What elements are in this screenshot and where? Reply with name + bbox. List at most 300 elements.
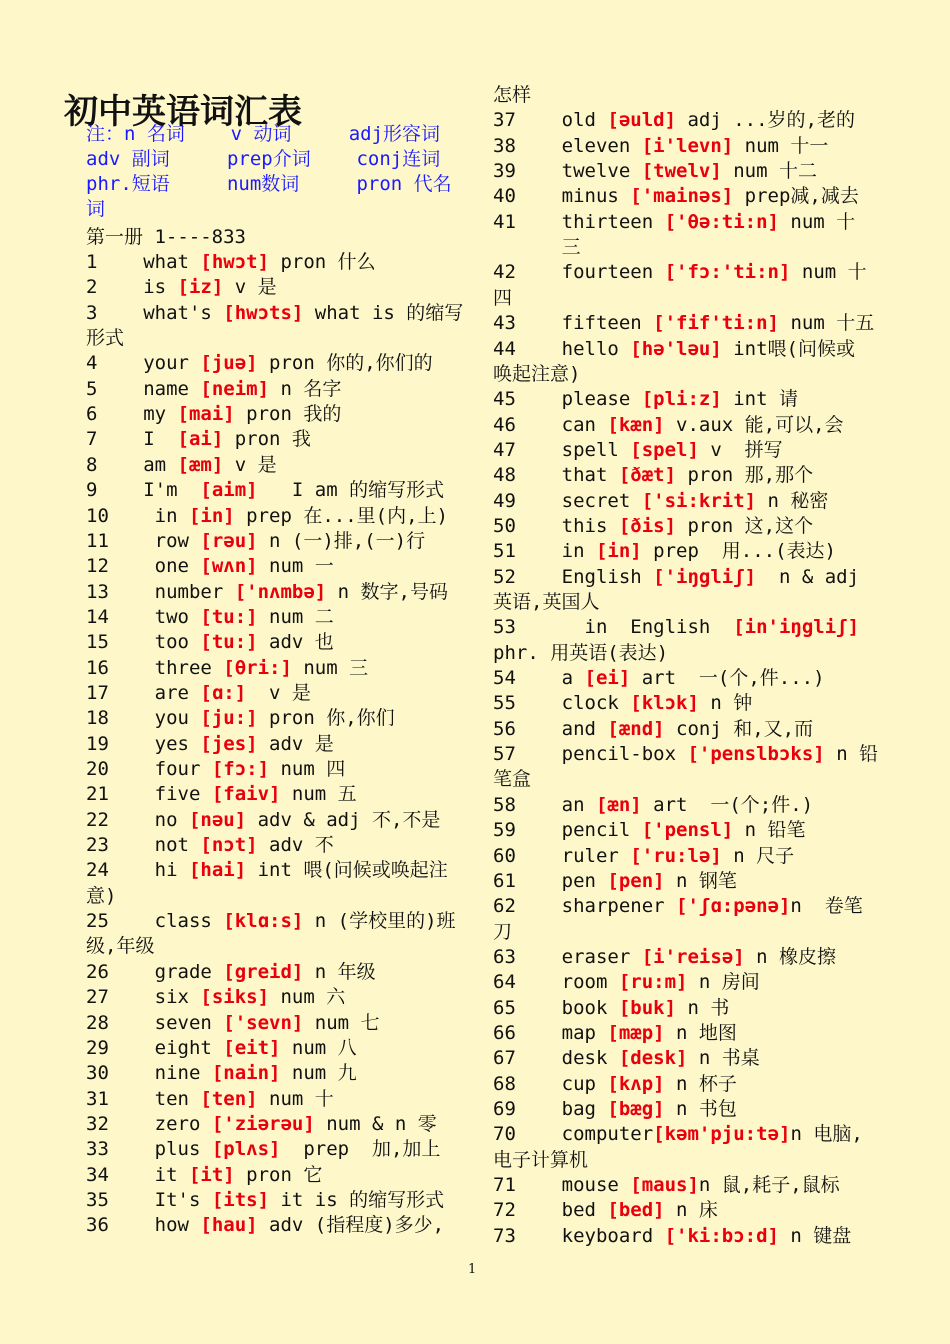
vocab-line (86, 351, 433, 376)
entry-text: n 书 (676, 996, 730, 1019)
vocab-line (493, 159, 817, 184)
entry-text: 级,年级 (86, 935, 155, 958)
vocab-line (493, 1046, 760, 1071)
vocab-line (493, 539, 836, 564)
phonetic: [θri:] (223, 656, 292, 679)
phonetic: [i'levn] (641, 134, 734, 157)
phonetic: [ðis] (618, 514, 677, 537)
phonetic: [ju:] (200, 707, 258, 730)
entry-text: art 一(个;件.) (641, 793, 814, 816)
entry-text: 67 desk (493, 1047, 619, 1070)
entry-text: prep 用...(表达) (641, 540, 836, 563)
phonetic: [juə] (200, 352, 258, 375)
vocab-line (86, 858, 448, 883)
entry-text: num 十 (778, 210, 856, 233)
vocab-line (86, 909, 456, 934)
entry-text: 1 what (86, 251, 201, 273)
entry-text: 20 four (86, 758, 212, 780)
entry-text: 38 eleven (493, 134, 642, 157)
vocab-line (493, 1097, 737, 1122)
entry-text: 65 book (493, 996, 619, 1019)
phonetic: [mai] (177, 403, 235, 426)
phonetic: [aim] (200, 479, 258, 502)
phonetic: [əuld] (607, 109, 677, 132)
vocab-line (493, 767, 531, 792)
entry-text: 64 room (493, 971, 619, 994)
entry-text: 54 a (493, 667, 585, 690)
entry-text: int 请 (721, 388, 798, 411)
phonetic: [wʌn] (200, 555, 258, 578)
vocab-line (86, 706, 395, 731)
vocab-line (86, 580, 448, 605)
entry-text: 形式 (86, 327, 125, 350)
phonetic: ['fɔ:'ti:n] (664, 261, 791, 284)
entry-text: 63 eraser (493, 945, 642, 968)
entry-text: n & adj (756, 565, 860, 588)
entry-text: 2 is (86, 276, 178, 299)
vocab-line (493, 920, 512, 945)
entry-text: pron 那,那个 (676, 464, 814, 487)
entry-text: int 喂(问候或唤起注 (246, 859, 448, 882)
entry-text: n 床 (664, 1199, 718, 1222)
phonetic: [ei] (584, 667, 631, 690)
phonetic: [i'reisə] (641, 945, 745, 968)
vocab-line (493, 742, 878, 767)
phonetic: ['mainəs] (630, 185, 734, 208)
entry-text: pron 你的,你们的 (257, 352, 433, 375)
entry-text: 英语,英国人 (493, 591, 600, 613)
entry-text: pron 这,这个 (676, 514, 814, 537)
section-heading: 第一册 1----833 (86, 226, 246, 248)
phonetic: [nain] (211, 1062, 281, 1085)
vocab-line (86, 301, 463, 326)
entry-text: int喂(问候或 (721, 337, 855, 360)
vocab-line (493, 1122, 863, 1147)
entry-text: 28 seven (86, 1011, 224, 1034)
entry-text: prep 加,加上 (280, 1138, 441, 1161)
vocab-line (86, 1213, 444, 1238)
vocab-line (86, 884, 116, 909)
vocab-line (86, 934, 154, 959)
vocab-line (493, 514, 813, 539)
entry-text: 29 eight (86, 1036, 224, 1059)
entry-text: 15 too (86, 631, 201, 654)
vocab-line (86, 1112, 437, 1137)
entry-text: v.aux 能,可以,会 (664, 413, 844, 436)
vocab-line (493, 108, 855, 133)
phonetic: [pli:z] (641, 388, 722, 411)
entry-text: n 书包 (664, 1098, 737, 1120)
entry-text: prep 在...里(内,上) (234, 504, 448, 527)
entry-text: 62 sharpener (493, 895, 677, 918)
phonetic: [hwɔt] (200, 251, 270, 273)
vocab-line (86, 960, 376, 985)
phonetic: [its] (211, 1188, 270, 1211)
phonetic: ['ʃɑ:pənə] (676, 895, 791, 918)
entry-text: 三 (493, 236, 581, 259)
entry-text: v 拼写 (698, 438, 783, 461)
vocab-line (493, 1148, 588, 1173)
vocab-line (86, 605, 334, 630)
phonetic: ['si:krit] (641, 489, 757, 512)
vocab-line (86, 504, 448, 529)
phonetic: ['iŋgliʃ] (653, 565, 757, 588)
vocab-line (493, 869, 737, 894)
entry-text: conj 和,又,而 (664, 717, 814, 740)
entry-text: 7 I (86, 428, 178, 451)
entry-text: 61 pen (493, 869, 608, 892)
phonetic: [klɑ:s] (223, 910, 304, 933)
phonetic: [desk] (618, 1047, 688, 1070)
entry-text: 57 pencil-box (493, 743, 688, 766)
vocab-line (493, 1224, 851, 1249)
entry-text: 37 old (493, 109, 608, 132)
legend-line: 词 (86, 198, 106, 220)
entry-text: 31 ten (86, 1087, 201, 1110)
vocab-line (86, 985, 345, 1010)
phonetic: [in'iŋgliʃ] (733, 616, 860, 639)
phonetic: [jes] (200, 732, 258, 755)
entry-text: 69 bag (493, 1098, 608, 1120)
phonetic: [siks] (200, 986, 270, 1009)
legend-line: 注：n 名词 v 动词 adj形容词 (86, 123, 441, 145)
entry-text: 4 your (86, 352, 201, 375)
vocab-line (493, 1198, 718, 1223)
entry-text: prep减,减去 (733, 185, 859, 208)
vocab-line (86, 326, 124, 351)
vocab-line (493, 1173, 840, 1198)
entry-text: pron 我 (223, 428, 311, 451)
entry-text: 58 an (493, 793, 596, 816)
vocab-line (86, 681, 311, 706)
entry-text: pron 它 (234, 1163, 323, 1186)
entry-text: 24 hi (86, 859, 189, 882)
vocab-line (86, 275, 277, 300)
entry-text: 44 hello (493, 337, 631, 360)
entry-text: 电子计算机 (493, 1148, 589, 1171)
entry-text: 意) (86, 884, 117, 907)
phonetic: [ten] (200, 1087, 258, 1110)
entry-text: 5 name (86, 377, 201, 400)
phonetic: [bed] (607, 1199, 665, 1222)
entry-text: adv 不 (257, 834, 334, 857)
phonetic: [iz] (177, 276, 224, 299)
vocab-line (86, 1163, 322, 1188)
vocab-line (493, 286, 512, 311)
phonetic: [eit] (223, 1036, 281, 1059)
phonetic: [mæp] (607, 1021, 665, 1044)
entry-text: 12 one (86, 555, 201, 578)
phonetic: ['ziərəu] (211, 1112, 315, 1135)
vocab-line (493, 818, 806, 843)
vocab-line (86, 1188, 444, 1213)
entry-text: 56 and (493, 717, 608, 740)
entry-text: 39 twelve (493, 160, 642, 183)
entry-text: adv 也 (257, 631, 334, 654)
vocab-line (86, 1137, 440, 1162)
entry-text: 27 six (86, 986, 201, 1009)
vocab-line (86, 833, 334, 858)
entry-text: v 是 (223, 276, 277, 299)
entry-text: n 名字 (269, 377, 342, 400)
vocab-line (493, 83, 531, 108)
entry-text: 66 map (493, 1021, 608, 1044)
entry-text: 47 spell (493, 438, 631, 461)
phonetic: [hau] (200, 1214, 258, 1237)
entry-text: 48 that (493, 464, 619, 487)
entry-text: n 尺子 (721, 844, 795, 867)
phonetic: [kæn] (607, 413, 665, 436)
phonetic: [nəu] (188, 808, 247, 831)
vocab-line (493, 210, 855, 235)
vocab-line (493, 844, 794, 869)
legend-line: adv 副词 prep介词 conj连词 (86, 148, 441, 170)
entry-text: 45 please (493, 388, 642, 411)
phonetic: [æn] (595, 793, 642, 816)
entry-text: 53 in English (493, 616, 734, 639)
vocab-line (86, 554, 334, 579)
vocab-line (493, 590, 599, 615)
vocab-line (493, 996, 729, 1021)
vocab-line (493, 970, 760, 995)
entry-text: n 年级 (303, 960, 376, 983)
entry-text: 14 two (86, 605, 201, 628)
entry-text: 73 keyboard (493, 1224, 665, 1247)
phonetic: [hwɔts] (223, 301, 304, 324)
entry-text: pron 你,你们 (257, 707, 395, 730)
vocab-line (493, 489, 828, 514)
phonetic: [hə'ləu] (630, 337, 722, 360)
phonetic: [it] (188, 1163, 235, 1186)
entry-text: num 五 (280, 783, 357, 806)
entry-text: 46 can (493, 413, 608, 436)
entry-text: v 是 (246, 681, 311, 704)
phonetic: [faiv] (211, 783, 281, 806)
entry-text: n 房间 (687, 971, 760, 994)
entry-text: 10 in (86, 504, 189, 527)
entry-text: phr. 用英语(表达) (493, 641, 669, 664)
entry-text: n (学校里的)班 (303, 910, 456, 933)
phonetic: [hai] (188, 859, 247, 882)
entry-text: adj ...岁的,老的 (676, 109, 855, 132)
entry-text: 43 fifteen (493, 312, 654, 335)
vocab-line (493, 945, 836, 970)
entry-text: 19 yes (86, 732, 201, 755)
entry-text: art 一(个,件...) (630, 667, 825, 690)
vocab-line (493, 235, 581, 260)
vocab-line (493, 1021, 737, 1046)
vocab-line (493, 666, 825, 691)
phonetic: [fɔ:] (211, 758, 270, 780)
entry-text: adv 是 (257, 732, 334, 755)
vocab-line (493, 1072, 737, 1097)
entry-text: 30 nine (86, 1062, 212, 1085)
vocab-line (493, 717, 813, 742)
phonetic: [twelv] (641, 160, 722, 183)
entry-text: n 钟 (698, 692, 753, 715)
vocab-line (493, 337, 855, 362)
phonetic: ['nʌmbə] (234, 580, 327, 603)
entry-text: what is 的缩写 (303, 301, 464, 324)
entry-text: 11 row (86, 529, 201, 552)
phonetic: [neim] (200, 377, 270, 400)
entry-text: I am 的缩写形式 (257, 479, 445, 502)
phonetic: [æm] (177, 453, 224, 476)
entry-text: 25 class (86, 910, 224, 933)
entry-text: 13 number (86, 580, 235, 603)
vocab-line (86, 427, 311, 452)
entry-text: 32 zero (86, 1112, 212, 1135)
entry-text: 60 ruler (493, 844, 631, 867)
phonetic: [buk] (618, 996, 677, 1019)
entry-text: 35 It's (86, 1188, 212, 1211)
vocab-line (493, 565, 859, 590)
phonetic: [klɔk] (630, 692, 699, 715)
entry-text: 68 cup (493, 1072, 608, 1095)
entry-text: n 铅笔 (733, 819, 806, 842)
entry-text: num 十一 (733, 134, 829, 157)
vocab-line (86, 478, 444, 503)
vocab-line (86, 1061, 357, 1086)
entry-text: adv & adj 不,不是 (246, 808, 441, 831)
phonetic: [spel] (630, 438, 699, 461)
vocab-line (493, 134, 828, 159)
phonetic: [maus] (630, 1174, 699, 1197)
vocab-line (86, 250, 376, 275)
entry-text: v 是 (223, 453, 277, 476)
entry-text: n 书桌 (687, 1047, 760, 1070)
phonetic: [ðæt] (618, 464, 677, 487)
phonetic: [tu:] (200, 605, 258, 628)
vocab-line (86, 1087, 334, 1112)
vocab-line (86, 630, 334, 655)
entry-text: num 九 (280, 1062, 357, 1085)
phonetic: [ru:m] (618, 971, 688, 994)
entry-text: adv (指程度)多少, (257, 1214, 445, 1237)
entry-text: num 十 (257, 1087, 334, 1110)
entry-text: n 钢笔 (664, 869, 737, 892)
vocab-line (86, 1036, 357, 1061)
phonetic: [in] (188, 504, 235, 527)
entry-text: pron 我的 (234, 403, 342, 426)
page-title: 初中英语词汇表 (64, 92, 302, 132)
legend-line: phr.短语 num数词 pron 代名 (86, 173, 452, 195)
vocab-line (86, 1011, 380, 1036)
vocab-line (86, 656, 368, 681)
entry-text: 四 (493, 286, 513, 309)
entry-text: 42 fourteen (493, 261, 665, 284)
phonetic: [in] (595, 540, 642, 563)
entry-text: 8 am (86, 453, 178, 476)
entry-text: 52 English (493, 565, 654, 588)
vocab-line (493, 413, 844, 438)
entry-text: 26 grade (86, 960, 224, 983)
entry-text: 9 I'm (86, 479, 201, 502)
entry-text: n 杯子 (664, 1072, 737, 1095)
entry-text: num 二 (257, 605, 334, 628)
entry-text: 55 clock (493, 692, 631, 715)
entry-text: num 十二 (721, 160, 817, 183)
entry-text: num 十五 (779, 312, 875, 335)
entry-text: n 电脑, (790, 1123, 863, 1146)
phonetic: [greid] (223, 960, 304, 983)
entry-text: 16 three (86, 656, 224, 679)
vocab-line (86, 782, 357, 807)
phonetic: ['fif'ti:n] (653, 312, 779, 335)
entry-text: num 一 (257, 555, 334, 578)
entry-text: num 六 (269, 986, 346, 1009)
entry-text: n 地图 (664, 1021, 737, 1044)
entry-text: 刀 (493, 920, 513, 943)
vocab-line (493, 311, 874, 336)
vocab-line (86, 529, 425, 554)
entry-text: 22 no (86, 808, 189, 831)
entry-text: num & n 零 (314, 1112, 437, 1135)
phonetic: ['sevn] (223, 1011, 304, 1034)
vocab-line (493, 615, 859, 640)
vocab-line (86, 453, 277, 478)
entry-text: 17 are (86, 681, 201, 704)
entry-text: 59 pencil (493, 819, 642, 842)
vocab-line (493, 184, 859, 209)
vocab-line (86, 808, 440, 833)
phonetic: ['ru:lə] (630, 844, 722, 867)
entry-text: 51 in (493, 540, 596, 563)
phonetic: [nɔt] (200, 834, 258, 857)
entry-text: n 数字,号码 (326, 580, 448, 603)
entry-text: 41 thirteen (493, 210, 665, 233)
phonetic: [pen] (607, 869, 665, 892)
entry-text: 49 secret (493, 489, 642, 512)
phonetic: ['θə:ti:n] (664, 210, 779, 233)
vocab-line (493, 793, 813, 818)
vocab-line (493, 463, 813, 488)
phonetic: [ɑ:] (200, 681, 247, 704)
vocab-line (86, 402, 341, 427)
vocab-line (493, 438, 783, 463)
vocab-line (493, 641, 668, 666)
phonetic: [tu:] (200, 631, 258, 654)
entry-text: num 三 (291, 656, 369, 679)
entry-text: n 键盘 (778, 1224, 852, 1247)
entry-text: 6 my (86, 403, 178, 426)
entry-text: n 鼠,耗子,鼠标 (698, 1174, 840, 1197)
entry-text: 笔盒 (493, 768, 532, 791)
entry-text: n 卷笔 (790, 895, 863, 918)
entry-text: 唤起注意) (493, 362, 581, 385)
page-number: 1 (468, 1262, 477, 1277)
entry-text: n 橡皮擦 (744, 945, 836, 968)
vocab-line (493, 260, 867, 285)
entry-text: 33 plus (86, 1138, 212, 1161)
phonetic: ['pensl] (641, 819, 734, 842)
entry-text: num 十 (790, 261, 867, 284)
phonetic: [kʌp] (607, 1072, 665, 1095)
entry-text: pron 什么 (269, 251, 376, 273)
entry-text: 18 you (86, 707, 201, 730)
phonetic: [rəu] (200, 529, 258, 552)
entry-text: 40 minus (493, 185, 631, 208)
entry-text: 71 mouse (493, 1174, 631, 1197)
vocab-line (493, 894, 863, 919)
phonetic: [kəm'pju:tə] (653, 1123, 791, 1146)
phonetic: [bæg] (607, 1098, 665, 1120)
entry-text: n 铅 (824, 743, 879, 766)
vocab-line (86, 757, 345, 782)
phonetic: ['ki:bɔ:d] (664, 1224, 779, 1247)
entry-text: 怎样 (493, 84, 532, 106)
entry-text: it is 的缩写形式 (269, 1188, 445, 1211)
